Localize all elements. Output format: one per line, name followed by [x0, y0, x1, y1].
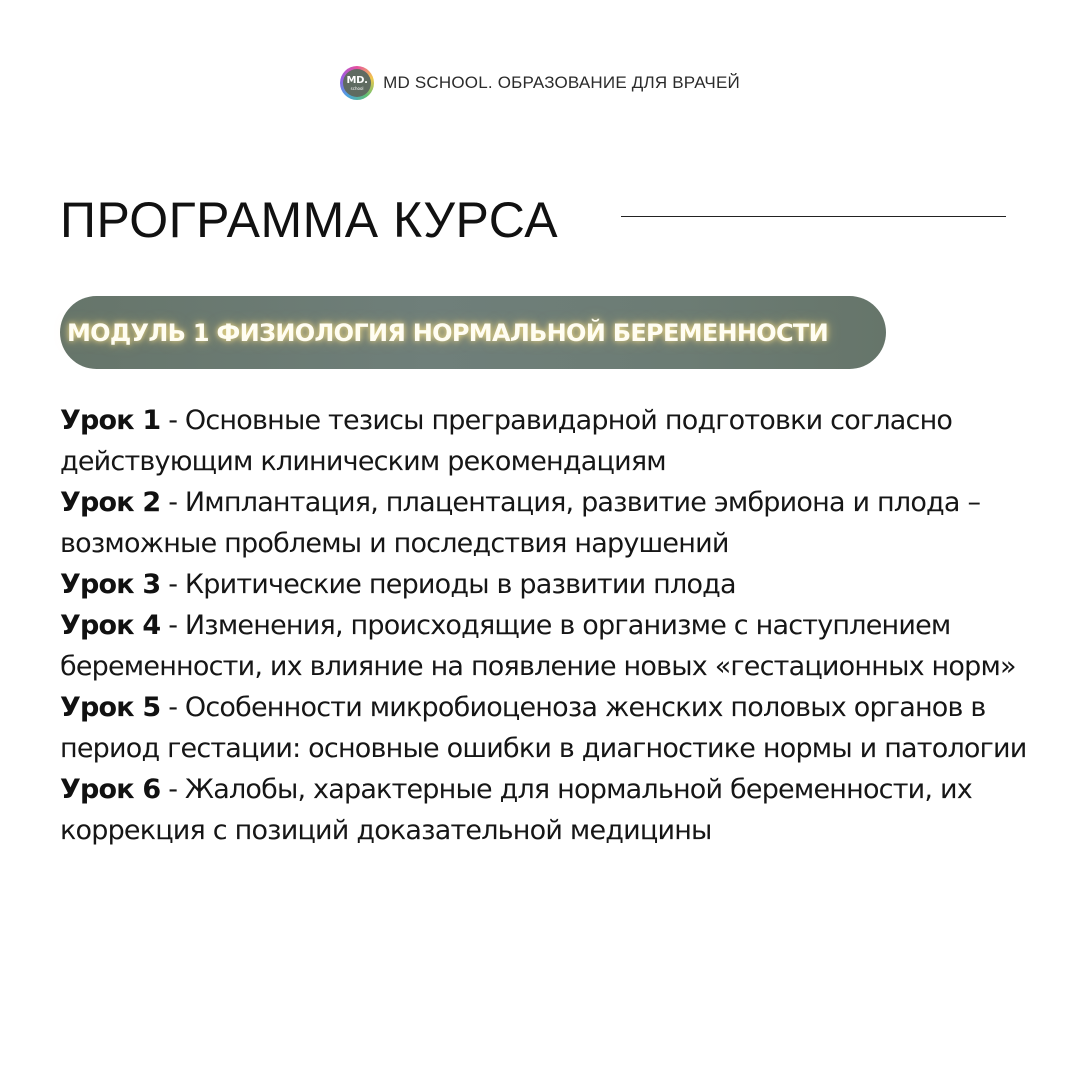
lesson-item — [60, 482, 1045, 564]
lesson-number: Урок 2 — [60, 487, 161, 518]
lesson-number: Урок 3 — [60, 569, 161, 600]
lesson-description: - Основные тезисы прегравидарной подготовки согласно действующим клиническим рекомендациям — [60, 405, 953, 477]
lesson-number: Урок 1 — [60, 405, 161, 436]
lesson-description: - Имплантация, плацентация, развитие эмбриона и плода – возможные проблемы и последствия нарушений — [60, 487, 981, 559]
lesson-description: - Критические периоды в развитии плода — [160, 569, 736, 600]
lesson-number: Урок 6 — [60, 774, 161, 805]
lesson-item — [60, 605, 1045, 687]
module-badge — [60, 296, 886, 369]
lesson-item — [60, 687, 1045, 769]
lesson-description: - Особенности микробиоценоза женских половых органов в период гестации: основные ошибки в диагностике нормы и патологии — [60, 692, 1027, 764]
logo-badge — [343, 69, 371, 97]
lesson-list — [60, 400, 1045, 851]
lesson-number: Урок 4 — [60, 610, 161, 641]
lesson-description: - Жалобы, характерные для нормальной беременности, их коррекция с позиций доказательной медицины — [60, 774, 972, 846]
lesson-number: Урок 5 — [60, 692, 161, 723]
lesson-item — [60, 400, 1045, 482]
page-title: ПРОГРАММА КУРСА — [60, 192, 559, 248]
brand-header — [0, 66, 1080, 100]
md-school-logo — [340, 66, 374, 100]
lesson-description: - Изменения, происходящие в организме с наступлением беременности, их влияние на появление новых «гестационных норм» — [60, 610, 1016, 682]
module-label: МОДУЛЬ 1 ФИЗИОЛОГИЯ НОРМАЛЬНОЙ БЕРЕМЕННОСТИ — [67, 318, 828, 347]
logo-subtext: school — [350, 85, 364, 91]
brand-name: MD SCHOOL. ОБРАЗОВАНИЕ ДЛЯ ВРАЧЕЙ — [383, 73, 740, 92]
lesson-item — [60, 564, 1045, 605]
lesson-item — [60, 769, 1045, 851]
logo-text: MD. — [346, 74, 368, 86]
title-divider — [621, 216, 1006, 217]
